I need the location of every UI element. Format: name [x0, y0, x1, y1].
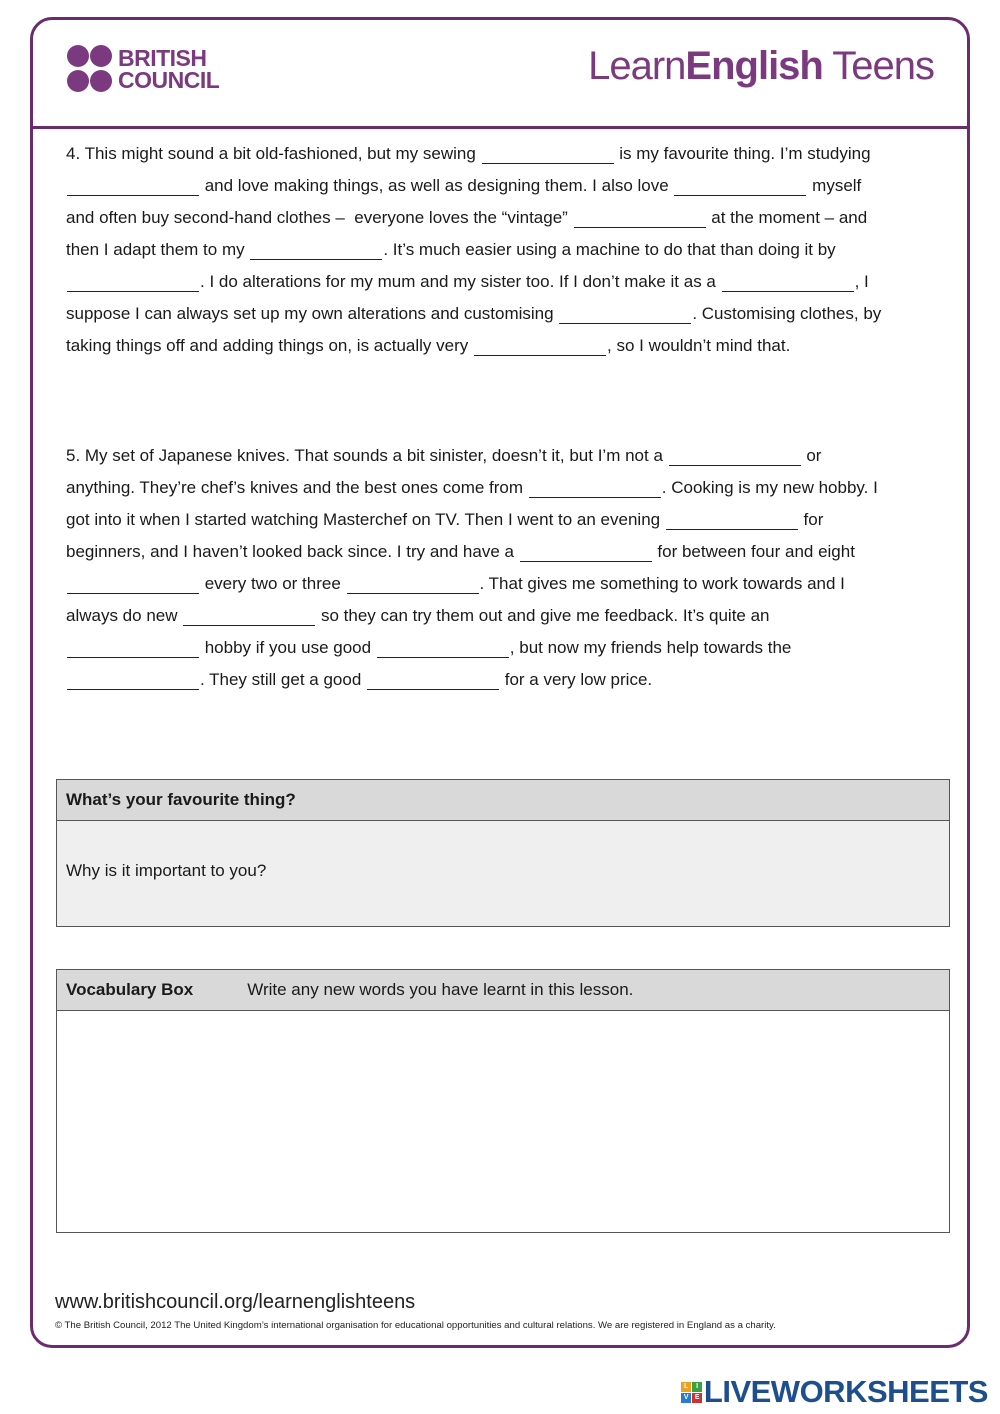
answer-blank-input[interactable] — [559, 305, 691, 324]
footer-copyright: © The British Council, 2012 The United Kingdom’s international organisation for educational opportunities and cultural relations. We are registered in England as a charity. — [55, 1320, 776, 1331]
text-segment: taking things off and adding things on, is actually very — [66, 336, 473, 355]
text-segment: suppose I can always set up my own alterations and customising — [66, 304, 559, 323]
text-line — [66, 440, 878, 472]
answer-blank-input[interactable] — [250, 241, 382, 260]
answer-blank-input[interactable] — [183, 607, 315, 626]
text-line — [66, 170, 881, 202]
text-segment: . It’s much easier using a machine to do that than doing it by — [383, 240, 836, 259]
answer-blank-input[interactable] — [67, 639, 199, 658]
logo-line-2: COUNCIL — [118, 66, 220, 93]
text-segment: or — [801, 446, 822, 465]
favourite-thing-box — [56, 779, 950, 927]
answer-blank-input[interactable] — [674, 177, 806, 196]
text-line — [66, 472, 878, 504]
text-segment: . They still get a good — [200, 670, 367, 689]
text-segment: , so I wouldn’t mind that. — [607, 336, 791, 355]
liveworksheets-logo — [681, 1374, 988, 1410]
text-segment: . Customising clothes, by — [692, 304, 882, 323]
header-divider — [30, 126, 970, 129]
answer-blank-input[interactable] — [377, 639, 509, 658]
british-council-dots-icon — [67, 45, 112, 92]
text-segment: always do new — [66, 606, 183, 625]
footer-url: www.britishcouncil.org/learnenglishteens — [55, 1291, 416, 1313]
text-line — [66, 330, 881, 362]
text-line — [66, 138, 881, 170]
answer-blank-input[interactable] — [347, 575, 479, 594]
answer-blank-input[interactable] — [574, 209, 706, 228]
text-segment: 5. My set of Japanese knives. That sounds a bit sinister, doesn’t it, but I’m not a — [66, 446, 668, 465]
logo-english: English — [685, 44, 823, 88]
liveworksheets-icon: L I V E — [681, 1382, 702, 1403]
answer-blank-input[interactable] — [474, 337, 606, 356]
vocabulary-title: Vocabulary Box — [66, 980, 194, 999]
answer-blank-input[interactable] — [666, 511, 798, 530]
text-segment: and love making things, as well as designing them. I also love — [200, 176, 674, 195]
text-line — [66, 266, 881, 298]
text-line — [66, 202, 881, 234]
text-segment: . Cooking is my new hobby. I — [661, 478, 878, 497]
answer-blank-input[interactable] — [67, 177, 199, 196]
text-segment: got into it when I started watching Masterchef on TV. Then I went to an evening — [66, 510, 665, 529]
text-segment: is my favourite thing. I’m studying — [614, 144, 871, 163]
logo-learn: Learn — [588, 44, 686, 88]
text-line — [66, 664, 878, 696]
text-segment: . That gives me something to work towards and I — [479, 574, 845, 593]
logo-teens: Teens — [822, 44, 934, 88]
text-line — [66, 234, 881, 266]
text-segment: so they can try them out and give me feedback. It’s quite an — [316, 606, 770, 625]
answer-blank-input[interactable] — [67, 273, 199, 292]
favourite-question: Why is it important to you? — [66, 861, 267, 880]
answer-blank-input[interactable] — [529, 479, 661, 498]
text-line — [66, 536, 878, 568]
text-line — [66, 504, 878, 536]
text-line — [66, 298, 881, 330]
answer-blank-input[interactable] — [67, 671, 199, 690]
text-segment: for — [798, 510, 824, 529]
answer-blank-input[interactable] — [67, 575, 199, 594]
text-segment: , I — [854, 272, 869, 291]
text-segment: every two or three — [200, 574, 346, 593]
text-line — [66, 600, 878, 632]
vocabulary-instruction: Write any new words you have learnt in this lesson. — [247, 980, 634, 999]
logo-line-1: BRITISH — [118, 44, 207, 71]
text-segment: then I adapt them to my — [66, 240, 250, 259]
text-segment: beginners, and I haven’t looked back since. I try and have a — [66, 542, 519, 561]
paragraph-5 — [66, 440, 878, 696]
liveworksheets-label: LIVEWORKSHEETS — [703, 1374, 988, 1409]
text-segment: at the moment – and — [706, 208, 868, 227]
text-segment: for a very low price. — [500, 670, 653, 689]
text-segment: , but now my friends help towards the — [509, 638, 792, 657]
text-line — [66, 632, 878, 664]
answer-blank-input[interactable] — [367, 671, 499, 690]
paragraph-4 — [66, 138, 881, 362]
learnenglish-teens-logo — [588, 44, 934, 89]
text-segment: for between four and eight — [652, 542, 855, 561]
text-segment: and often buy second-hand clothes – everyone loves the “vintage” — [66, 208, 573, 227]
text-segment: . I do alterations for my mum and my sister too. If I don’t make it as a — [200, 272, 721, 291]
text-segment: hobby if you use good — [200, 638, 376, 657]
favourite-thing-title: What’s your favourite thing? — [57, 780, 949, 821]
text-segment: anything. They’re chef’s knives and the best ones come from — [66, 478, 528, 497]
british-council-logo — [67, 45, 219, 92]
answer-blank-input[interactable] — [722, 273, 854, 292]
answer-blank-input[interactable] — [669, 447, 801, 466]
text-line — [66, 568, 878, 600]
answer-blank-input[interactable] — [520, 543, 652, 562]
text-segment: myself — [807, 176, 862, 195]
vocabulary-box[interactable] — [56, 969, 950, 1233]
answer-blank-input[interactable] — [482, 145, 614, 164]
text-segment: 4. This might sound a bit old-fashioned, but my sewing — [66, 144, 481, 163]
